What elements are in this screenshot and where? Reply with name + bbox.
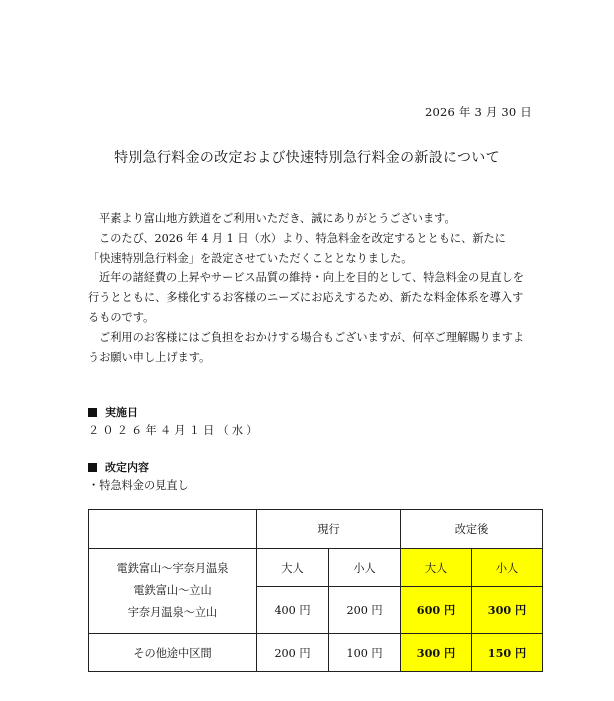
header-current-child: 小人	[329, 549, 401, 587]
square-bullet-icon	[88, 463, 97, 472]
header-current: 現行	[257, 510, 401, 549]
section-name: 電鉄富山～立山	[133, 584, 212, 597]
section-name: 宇奈月温泉～立山	[127, 606, 218, 619]
header-revised-child: 小人	[472, 549, 543, 587]
other-revised-adult-fare: 300 円	[401, 634, 472, 672]
section-heading-label: 改定内容	[105, 461, 149, 474]
table-row	[89, 634, 543, 672]
effective-date-text: ２０２６年４月１日（水）	[88, 424, 261, 437]
section-names-cell	[89, 549, 257, 634]
other-current-adult-fare: 200 円	[257, 634, 329, 672]
paragraph-apology: ご利用のお客様にはご負担をおかけする場合もございますが、何卒ご理解賜りますようお願い申し上げます。	[88, 330, 525, 364]
current-adult-fare: 400 円	[257, 587, 329, 634]
section-effective-date-heading	[88, 404, 138, 420]
section-revision-heading	[88, 459, 149, 475]
paragraph-reason: 近年の諸経費の上昇やサービス品質の維持・向上を目的として、特急料金の見直しを行うとともに、多様化するお客様のニーズにお応えするため、新たな料金体系を導入するものです。	[88, 271, 524, 324]
other-current-child-fare: 100 円	[329, 634, 401, 672]
revision-item-text: ・特急料金の見直し	[88, 479, 189, 492]
paragraph-greeting: 平素より富山地方鉄道をご利用いただき、誠にありがとうございます。	[99, 212, 456, 225]
square-bullet-icon	[88, 408, 97, 417]
other-section-label: その他途中区間	[89, 634, 257, 672]
revised-adult-fare: 600 円	[401, 587, 472, 634]
table-corner-cell	[89, 510, 257, 549]
table-row	[89, 549, 543, 587]
paragraph-announcement: このたび、2026 年 4 月 1 日（水）より、特急料金を改定するとともに、新たに「快速特別急行料金」を設定させていただくこととなりました。	[88, 231, 506, 265]
section-heading-label: 実施日	[105, 406, 138, 419]
section-name: 電鉄富山～宇奈月温泉	[116, 562, 229, 575]
header-current-adult: 大人	[257, 549, 329, 587]
notice-title: 特別急行料金の改定および快速特別急行料金の新設について	[114, 150, 500, 166]
other-revised-child-fare: 150 円	[472, 634, 543, 672]
header-revised: 改定後	[401, 510, 543, 549]
table-row	[89, 510, 543, 549]
notice-date: 2026 年 3 月 30 日	[425, 105, 532, 119]
fare-table	[88, 509, 543, 672]
notice-body	[88, 209, 528, 367]
header-revised-adult: 大人	[401, 549, 472, 587]
current-child-fare: 200 円	[329, 587, 401, 634]
revised-child-fare: 300 円	[472, 587, 543, 634]
